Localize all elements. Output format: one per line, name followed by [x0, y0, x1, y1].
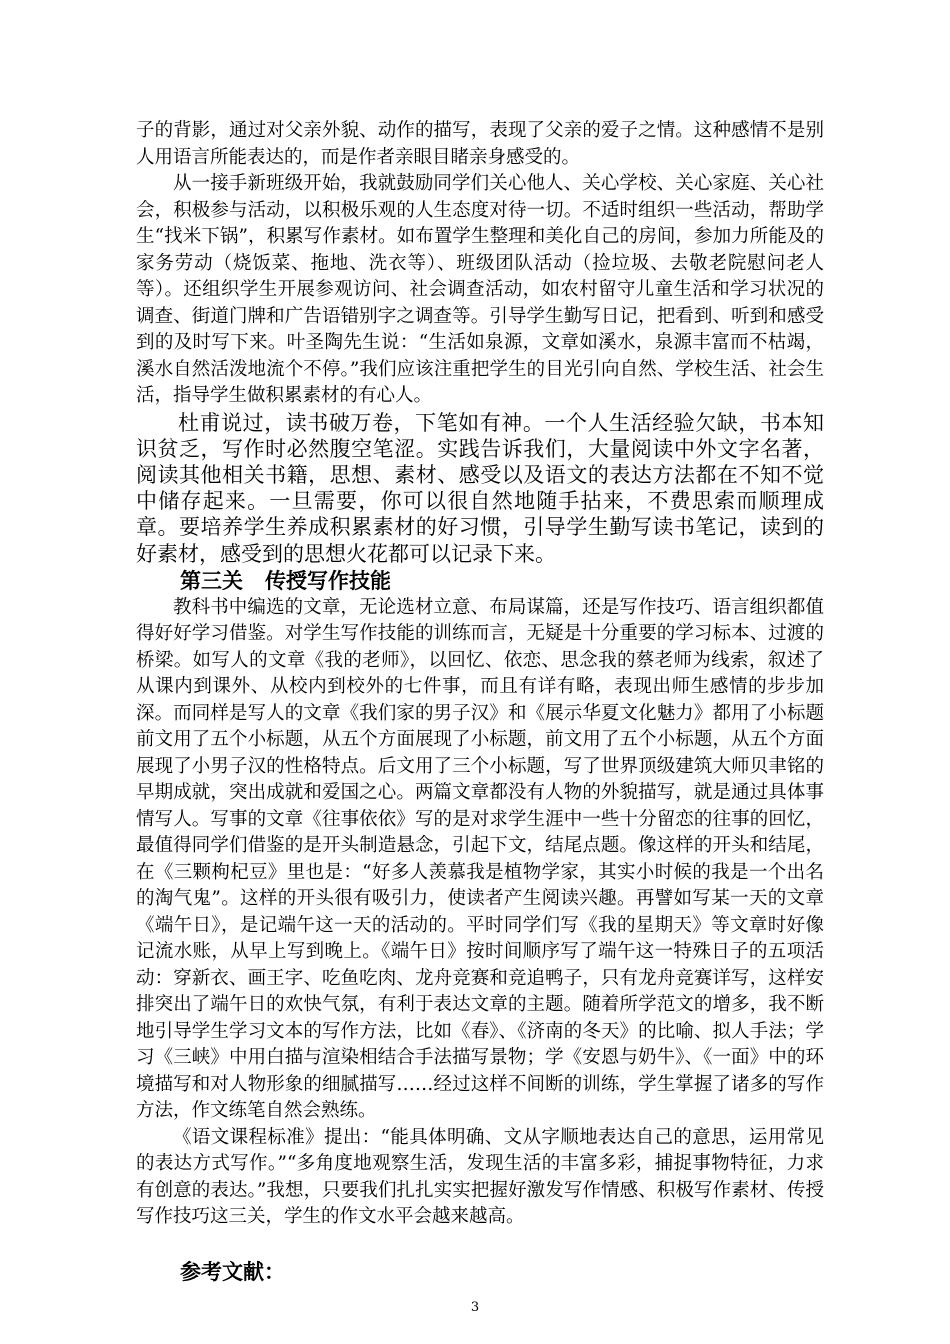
paragraph-continuation: 子的背影，通过对父亲外貌、动作的描写，表现了父亲的爱子之情。这种感情不是别人用语言所能表达的，而是作者亲眼目睹亲身感受的。: [136, 120, 824, 168]
paragraph-curriculum-standard: 《语文课程标准》提出：“能具体明确、文从字顺地表达自己的意思，运用常见的表达方式写作。”“多角度地观察生活，发现生活的丰富多彩，捕捉事物特征，力求有创意的表达。”我想，只要我们扎扎实实把握好激发写作情感、积极写作素材、传授写作技巧这三关，学生的作文水平会越来越高。: [136, 1126, 824, 1228]
paragraph-reading: 杜甫说过，读书破万卷，下笔如有神。一个人生活经验欠缺，书本知识贫乏，写作时必然腹空笔涩。实践告诉我们，大量阅读中外文字名著，阅读其他相关书籍，思想、素材、感受以及语文的表达方法都在不知不觉中储存起来。一旦需要，你可以很自然地随手拈来，不费思索而顺理成章。要培养学生养成积累素材的好习惯，引导学生勤写读书笔记，读到的好素材，感受到的思想火花都可以记录下来。: [136, 410, 824, 566]
paragraph-social-activities: 从一接手新班级开始，我就鼓励同学们关心他人、关心学校、关心家庭、关心社会，积极参与活动，以积极乐观的人生态度对待一切。不适时组织一些活动，帮助学生“找米下锅”，积累写作素材。如布置学生整理和美化自己的房间，参加力所能及的家务劳动（烧饭菜、拖地、洗衣等）、班级团队活动（捡垃圾、去敬老院慰问老人等）。还组织学生开展参观访问、社会调查活动，如农村留守儿童生活和学习状况的调查、街道门牌和广告语错别字之调查等。引导学生勤写日记，把看到、听到和感受到的及时写下来。叶圣陶先生说：“生活如泉源，文章如溪水，泉源丰富而不枯竭，溪水自然活泼地流个不停。”我们应该注重把学生的目光引向自然、学校生活、社会生活，指导学生做积累素材的有心人。: [136, 173, 824, 406]
section-heading: [136, 567, 824, 595]
page-number: 3: [470, 1300, 480, 1315]
section-heading-number: 第三关: [180, 567, 243, 593]
paragraph-writing-skills: 教科书中编选的文章，无论选材立意、布局谋篇，还是写作技巧、语言组织都值得好好学习借鉴。对学生写作技能的训练而言，无疑是十分重要的学习标本、过渡的桥梁。如写人的文章《我的老师》，以回忆、依恋、思念我的蔡老师为线索，叙述了从课内到课外、从校内到校外的七件事，而且有详有略，表现出师生感情的步步加深。而同样是写人的文章《我们家的男子汉》和《展示华夏文化魅力》都用了小标题前文用了五个小标题，从五个方面展现了小标题，前文用了五个小标题，从五个方面展现了小男子汉的性格特点。后文用了三个小标题，写了世界顶级建筑大师贝聿铭的早期成就，突出成就和爱国之心。两篇文章都没有人物的外貌描写，就是通过具体事情写人。写事的文章《往事依依》写的是对求学生涯中一些十分留恋的往事的回忆，最值得同学们借鉴的是开头制造悬念，引起下文，结尾点题。像这样的开头和结尾，在《三颗枸杞豆》里也是：“好多人羡慕我是植物学家，其实小时候的我是一个出名的淘气鬼”。这样的开头很有吸引力，使读者产生阅读兴趣。再譬如写某一天的文章《端午日》，是记端午这一天的活动的。平时同学们写《我的星期天》等文章时好像记流水账，从早上写到晚上。《端午日》按时间顺序写了端午这一特殊日子的五项活动：穿新衣、画王字、吃鱼吃肉、龙舟竞赛和竞追鸭子，只有龙舟竞赛详写，这样安排突出了端午日的欢快气氛，有利于表达文章的主题。随着所学范文的增多，我不断地引导学生学习文本的写作方法，比如《春》、《济南的冬天》的比喻、拟人手法；学习《三峡》中用白描与渲染相结合手法描写景物；学《安恩与奶牛》、《一面》中的环境描写和对人物形象的细腻描写……经过这样不间断的训练，学生掌握了诸多的写作方法，作文练笔自然会熟练。: [136, 596, 824, 1122]
references-heading: 参考文献：: [180, 1258, 285, 1284]
document-page: [136, 118, 824, 1287]
section-heading-title: 传授写作技能: [265, 567, 391, 593]
